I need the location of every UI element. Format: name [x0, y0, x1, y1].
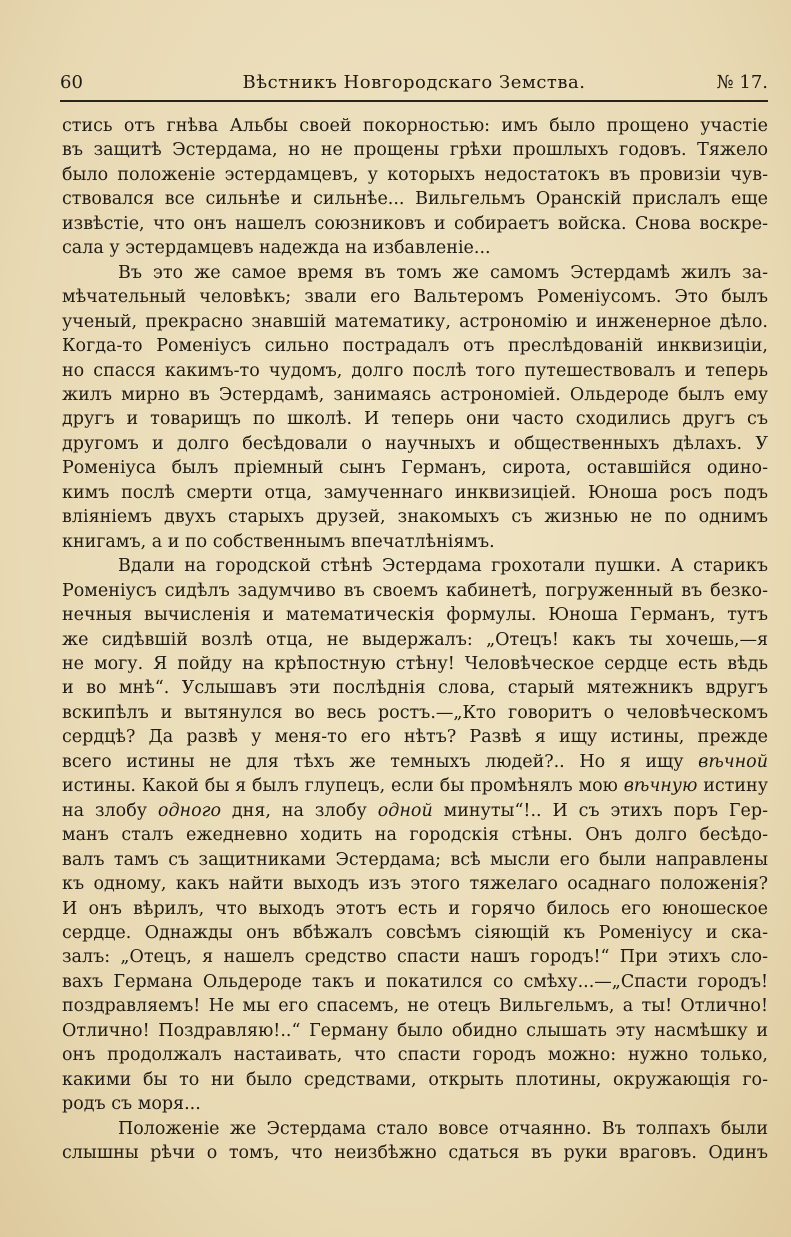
- text-line: Когда-то Роменіусъ сильно пострадалъ отъ преслѣдованій инквизиціи,: [62, 336, 768, 357]
- text-line: же сидѣвшій возлѣ отца, не выдержалъ: „Отецъ! какъ ты хочешь,—я: [62, 629, 768, 650]
- text-line: вахъ Германа Ольдероде такъ и покатился со смѣху...—„Спасти городъ!: [62, 971, 768, 992]
- text-line: онъ продолжалъ настаивать, что спасти городъ можно: нужно только,: [62, 1045, 768, 1066]
- text-line: нечныя вычисленія и математическія формулы. Юноша Германъ, тутъ: [62, 605, 768, 626]
- text-line: было положеніе эстердамцевъ, у которыхъ недостатокъ въ провизіи чув-: [62, 164, 768, 185]
- text-line: Въ это же самое время въ томъ же самомъ Эстердамѣ жилъ за-: [118, 262, 768, 283]
- text-line: Отлично! Поздравляю!..“ Герману было обидно слышать эту насмѣшку и: [62, 1020, 768, 1041]
- text-line: Вдали на городской стѣнѣ Эстердама грохотали пушки. А старикъ: [118, 556, 768, 577]
- text-line: Положеніе же Эстердама стало вовсе отчаянно. Въ толпахъ были: [118, 1118, 768, 1139]
- text-line: стись отъ гнѣва Альбы своей покорностью: имъ было прощено участіе: [62, 116, 768, 136]
- text-line: И онъ вѣрилъ, что выходъ этотъ есть и горячо билось его юношеское: [62, 898, 768, 919]
- text-line: не могу. Я пойду на крѣпостную стѣну! Человѣческое сердце есть вѣдь: [62, 653, 768, 674]
- text-line: какими бы то ни было средствами, открыть плотины, окружающія го-: [62, 1069, 768, 1090]
- text-line: извѣстіе, что онъ нашелъ союзниковъ и собираетъ войска. Снова воскре-: [62, 213, 768, 234]
- text-line: поздравляемъ! Не мы его спасемъ, не отецъ Вильгельмъ, а ты! Отлично!: [62, 996, 768, 1017]
- text-line: кимъ послѣ смерти отца, замученнаго инквизиціей. Юноша росъ подъ: [62, 482, 768, 503]
- text-line: всего истины не для тѣхъ же темныхъ людей?.. Но я ищу вѣчной: [62, 751, 768, 772]
- text-line: другомъ и долго бесѣдовали о научныхъ и общественныхъ дѣлахъ. У: [62, 433, 768, 454]
- text-line: но спасся какимъ-то чудомъ, долго послѣ того путешествовалъ и теперь: [62, 360, 768, 381]
- text-line: къ одному, какъ найти выходъ изъ этого тяжелаго осаднаго положенія?: [62, 874, 768, 895]
- text-line: залъ: „Отецъ, я нашелъ средство спасти нашъ городъ!“ При этихъ сло-: [62, 947, 768, 968]
- text-line: вскипѣлъ и вытянулся во весь ростъ.—„Кто говоритъ о человѣческомъ: [62, 702, 768, 723]
- text-line: сердцѣ? Да развѣ у меня-то его нѣтъ? Развѣ я ищу истины, прежде: [62, 727, 768, 748]
- text-line: манъ сталъ ежедневно ходить на городскія стѣны. Онъ долго бесѣдо-: [62, 825, 768, 846]
- text-line: родъ съ моря...: [62, 1094, 201, 1115]
- text-line: Роменіуса былъ пріемный сынъ Германъ, сирота, оставшійся одино-: [62, 458, 768, 479]
- header-rule: [60, 100, 768, 102]
- text-line: въ защитѣ Эстердама, но не прощены грѣхи прошлыхъ годовъ. Тяжело: [62, 140, 768, 161]
- text-line: сердце. Однажды онъ вбѣжалъ совсѣмъ сіяющій къ Роменіусу и ска-: [62, 922, 768, 943]
- text-line: на злобу одного дня, на злобу одной минуты“!.. И съ этихъ поръ Гер-: [62, 800, 768, 821]
- text-line: жилъ мирно въ Эстердамѣ, занимаясь астрономіей. Ольдероде былъ ему: [62, 384, 768, 405]
- text-line: ствовался все сильнѣе и сильнѣе... Вильгельмъ Оранскій прислалъ еще: [62, 189, 768, 210]
- text-line: сала у эстердамцевъ надежда на избавленіе...: [62, 238, 491, 259]
- text-line: ученый, прекрасно знавшій математику, астрономію и инженерное дѣло.: [62, 311, 768, 332]
- text-line: слышны рѣчи о томъ, что неизбѣжно сдаться въ руки враговъ. Одинъ: [62, 1143, 768, 1164]
- text-line: книгамъ, а и по собственнымъ впечатлѣніямъ.: [62, 531, 495, 552]
- article-text: [62, 114, 768, 1165]
- journal-title: Вѣстникъ Новгородскаго Земства.: [242, 72, 586, 93]
- text-line: Роменіусъ сидѣлъ задумчиво въ своемъ кабинетѣ, погруженный въ безко-: [62, 580, 768, 601]
- text-line: и во мнѣ“. Услышавъ эти послѣднія слова, старый мятежникъ вдругъ: [62, 678, 768, 699]
- text-line: вліяніемъ двухъ старыхъ друзей, знакомыхъ съ жизнью не по однимъ: [62, 507, 768, 528]
- text-line: мѣчательный человѣкъ; звали его Вальтеромъ Роменіусомъ. Это былъ: [62, 287, 768, 308]
- text-line: валъ тамъ съ защитниками Эстердама; всѣ мысли его были направлены: [62, 849, 768, 870]
- issue-number: № 17.: [716, 72, 768, 93]
- text-line: другъ и товарищъ по школѣ. И теперь они часто сходились другъ съ: [62, 409, 768, 430]
- text-line: истины. Какой бы я былъ глупецъ, если бы промѣнялъ мою вѣчную истину: [62, 776, 768, 797]
- page-number: 60: [60, 72, 83, 93]
